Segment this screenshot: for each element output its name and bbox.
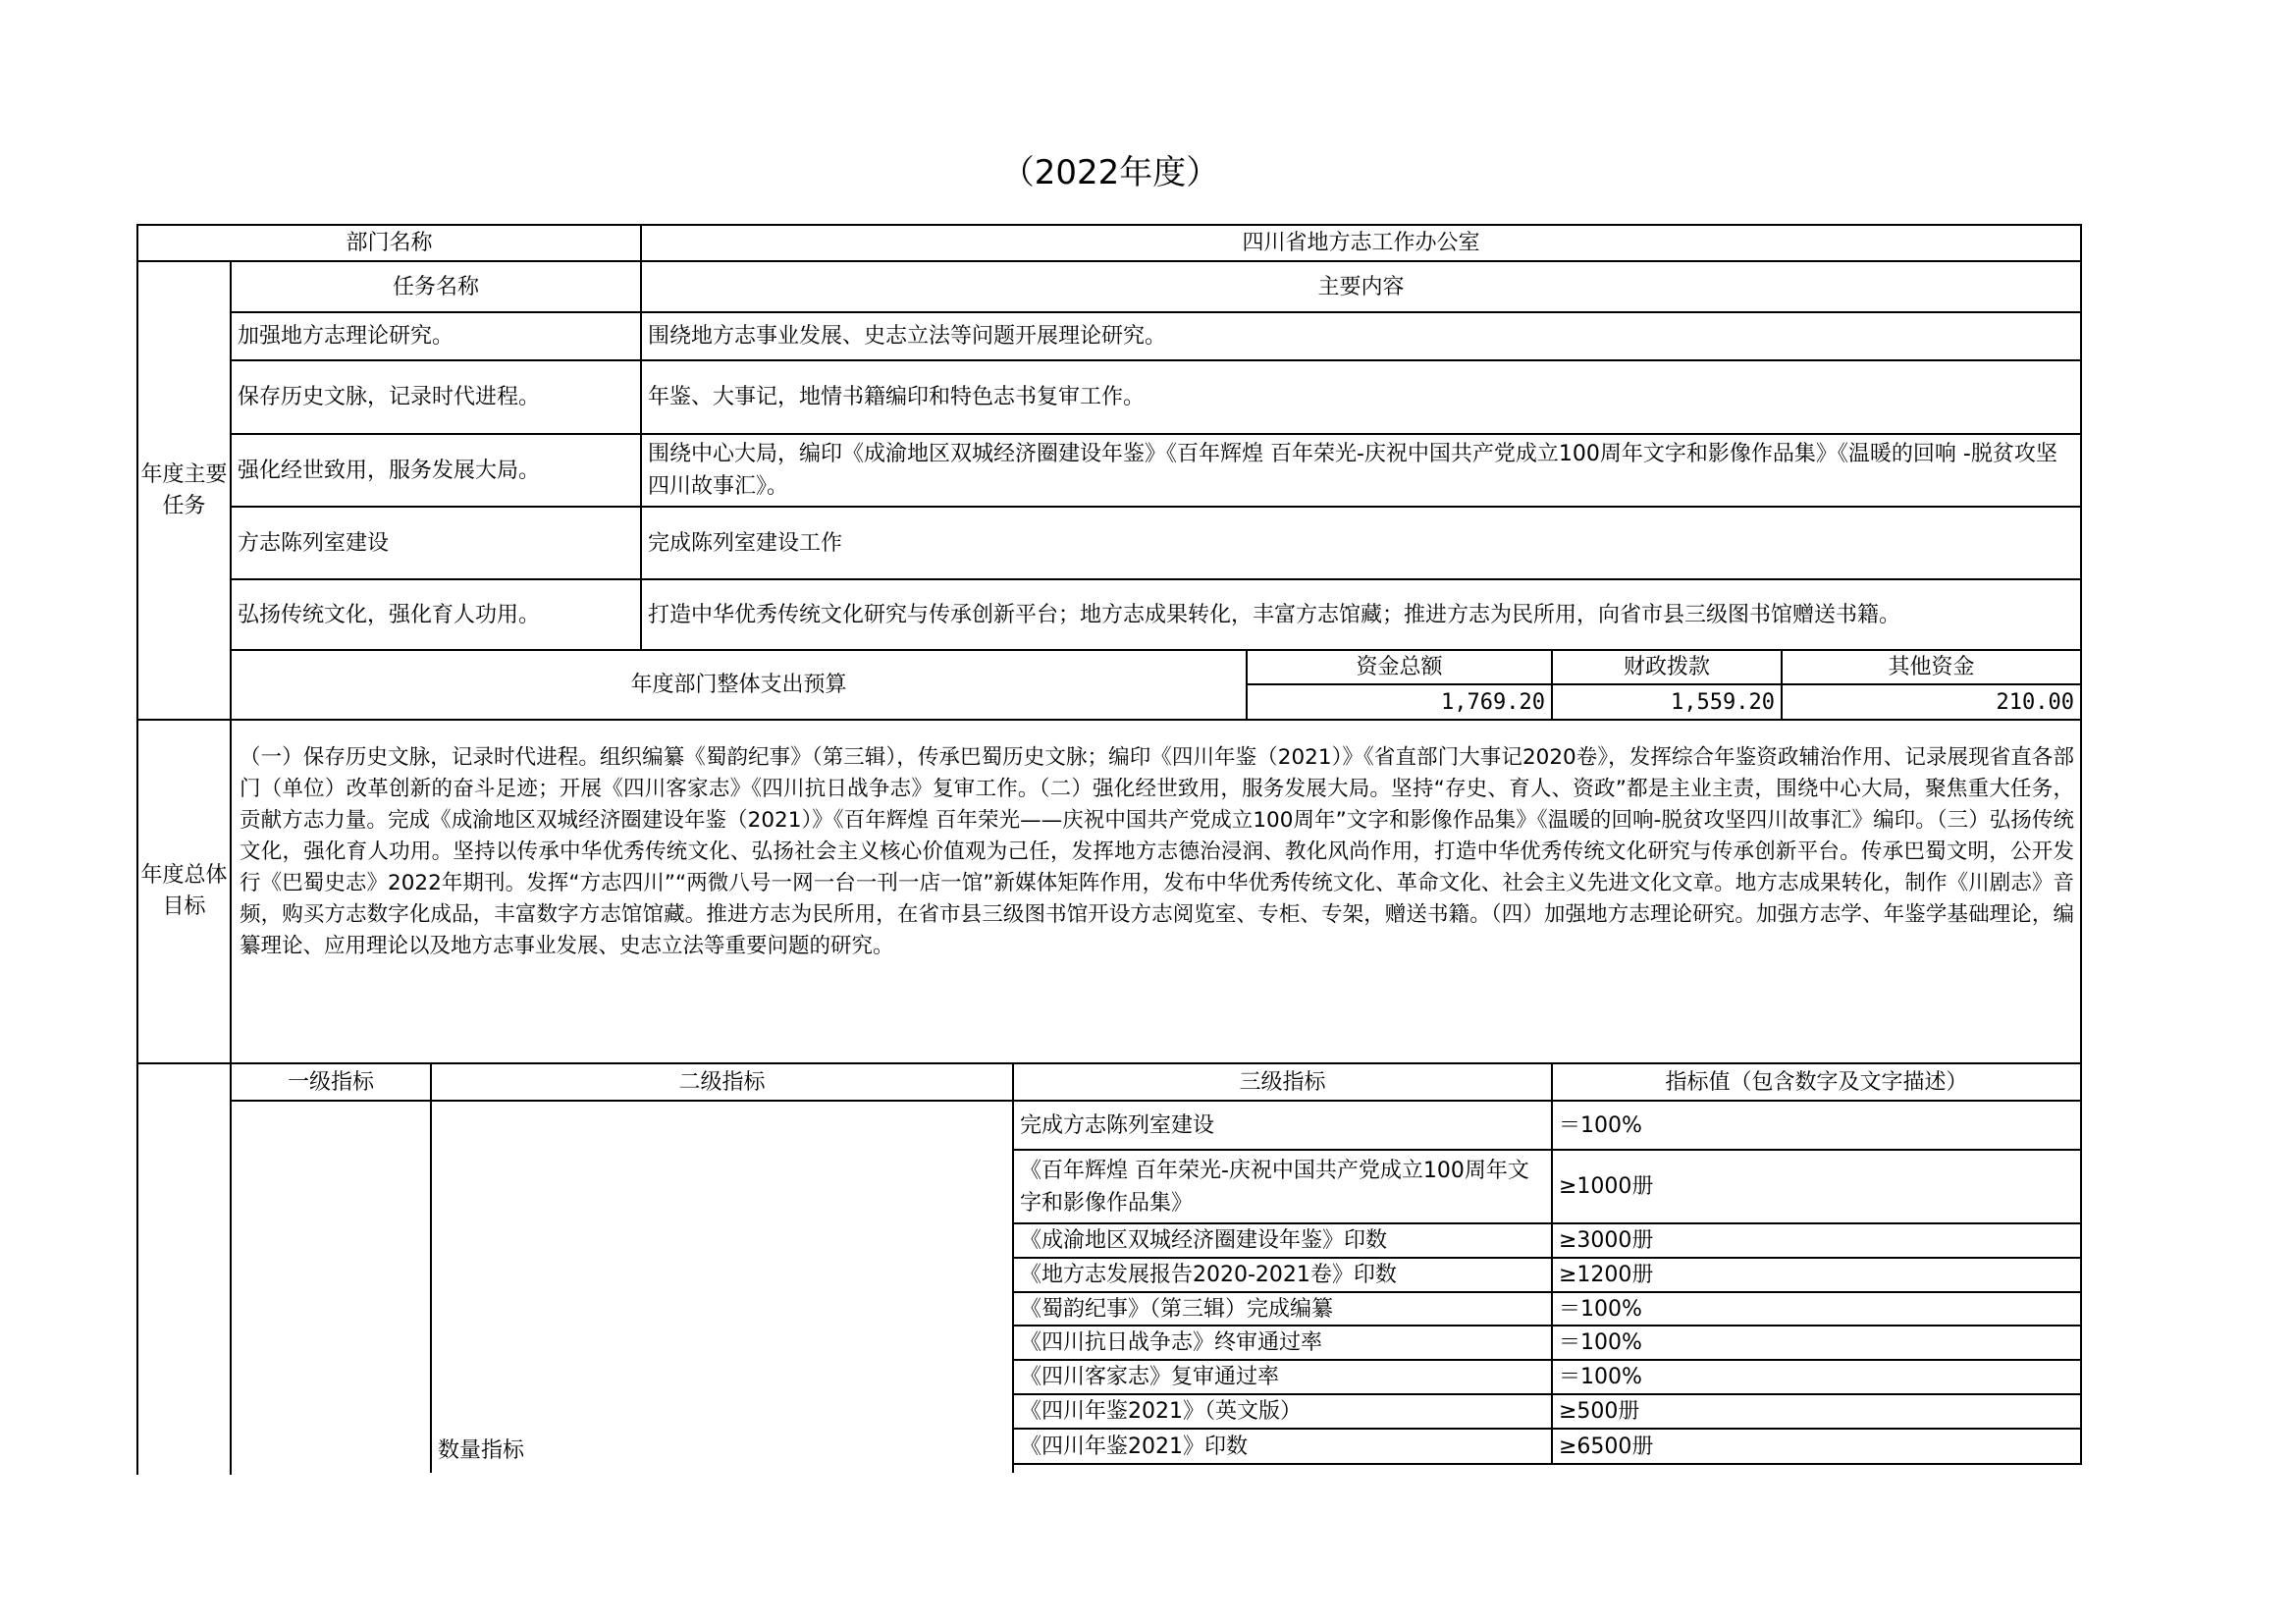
indicator-value-cell: ＝100%: [1551, 1325, 2082, 1361]
indicator-header-level1: 一级指标: [230, 1062, 432, 1102]
budget-header-fiscal: 财政拨款: [1551, 649, 1783, 685]
indicator-level2-cell: 数量指标: [430, 1100, 1014, 1473]
task-name-cell: 保存历史文脉，记录时代进程。: [230, 359, 642, 435]
indicator-value-cell: ＝100%: [1551, 1359, 2082, 1395]
indicator-header-value: 指标值（包含数字及文字描述）: [1551, 1062, 2082, 1102]
indicator-level3-cell: 《地方志发展报告2020-2021卷》印数: [1012, 1257, 1553, 1293]
task-name-header: 任务名称: [230, 260, 642, 313]
indicator-level3-cell: 《百年辉煌 百年荣光-庆祝中国共产党成立100周年文字和影像作品集》: [1012, 1149, 1553, 1224]
budget-value-fiscal: 1,559.20: [1551, 683, 1783, 721]
task-name-cell: 方志陈列室建设: [230, 506, 642, 580]
indicator-level3-cell: 《四川客家志》复审通过率: [1012, 1359, 1553, 1395]
indicator-level1-cell: [230, 1100, 432, 1473]
overall-goal-section-label: 年度总体目标: [136, 719, 232, 1064]
task-content-cell: 完成陈列室建设工作: [640, 506, 2082, 580]
task-name-cell: 强化经世致用，服务发展大局。: [230, 433, 642, 508]
indicator-level3-cell: 《四川年鉴2021》印数: [1012, 1428, 1553, 1465]
indicator-value-cell: ≥1000册: [1551, 1149, 2082, 1224]
page-title: （2022年度）: [1000, 153, 1220, 192]
annual-tasks-section-label: 年度主要任务: [136, 260, 232, 721]
indicators-section-label: [136, 1062, 232, 1475]
department-value: 四川省地方志工作办公室: [640, 224, 2082, 262]
task-content-cell: 打造中华优秀传统文化研究与传承创新平台；地方志成果转化，丰富方志馆藏；推进方志为民所用，向省市县三级图书馆赠送书籍。: [640, 578, 2082, 651]
indicator-level3-cell: 《四川抗日战争志》终审通过率: [1012, 1325, 1553, 1361]
indicator-value-cell: ≥3000册: [1551, 1222, 2082, 1259]
task-content-cell: 围绕中心大局，编印《成渝地区双城经济圈建设年鉴》《百年辉煌 百年荣光-庆祝中国共产党成立100周年文字和影像作品集》《温暖的回响 -脱贫攻坚四川故事汇》。: [640, 433, 2082, 508]
indicator-value-cell: ＝100%: [1551, 1291, 2082, 1326]
indicator-level3-cell: 完成方志陈列室建设: [1012, 1100, 1553, 1151]
indicator-value-cell: ≥500册: [1551, 1393, 2082, 1430]
budget-value-other: 210.00: [1781, 683, 2082, 721]
indicator-value-cell: ≥6500册: [1551, 1428, 2082, 1465]
budget-value-total: 1,769.20: [1246, 683, 1553, 721]
indicator-value-cell: ≥1200册: [1551, 1257, 2082, 1293]
indicator-level3-cell: 《蜀韵纪事》（第三辑）完成编纂: [1012, 1291, 1553, 1326]
indicator-header-level3: 三级指标: [1012, 1062, 1553, 1102]
main-content-header: 主要内容: [640, 260, 2082, 313]
task-name-cell: 加强地方志理论研究。: [230, 311, 642, 361]
budget-header-other: 其他资金: [1781, 649, 2082, 685]
department-label: 部门名称: [136, 224, 642, 262]
overall-goal-text: （一）保存历史文脉，记录时代进程。组织编纂《蜀韵纪事》（第三辑），传承巴蜀历史文脉；编印《四川年鉴（2021）》《省直部门大事记2020卷》，发挥综合年鉴资政辅治作用、记录展现省直各部门（单位）改革创新的奋斗足迹；开展《四川客家志》《四川抗日战争志》复审工作。（二）强化经世致用，服务发展大局。坚持“存史、育人、资政”都是主业主责，围绕中心大局，聚焦重大任务，贡献方志力量。完成《成渝地区双城经济圈建设年鉴（2021）》《百年辉煌 百年荣光——庆祝中国共产党成立100周年”文字和影像作品集》《温暖的回响-脱贫攻坚四川故事汇》编印。（三）弘扬传统文化，强化育人功用。坚持以传承中华优秀传统文化、弘扬社会主义核心价值观为己任，发挥地方志德治浸润、教化风尚作用，打造中华优秀传统文化研究与传承创新平台。传承巴蜀文明，公开发行《巴蜀史志》2022年期刊。发挥“方志四川”“两微八号一网一台一刊一店一馆”新媒体矩阵作用，发布中华优秀传统文化、革命文化、社会主义先进文化文章。地方志成果转化，制作《川剧志》音频，购买方志数字化成品，丰富数字方志馆馆藏。推进方志为民所用，在省市县三级图书馆开设方志阅览室、专柜、专架，赠送书籍。（四）加强地方志理论研究。加强方志学、年鉴学基础理论，编纂理论、应用理论以及地方志事业发展、史志立法等重要问题的研究。: [230, 719, 2082, 1064]
indicator-level3-cell: 《四川年鉴2021》（英文版）: [1012, 1393, 1553, 1430]
indicator-value-cell: ＝100%: [1551, 1100, 2082, 1151]
indicator-header-level2: 二级指标: [430, 1062, 1014, 1102]
task-content-cell: 年鉴、大事记，地情书籍编印和特色志书复审工作。: [640, 359, 2082, 435]
task-content-cell: 围绕地方志事业发展、史志立法等问题开展理论研究。: [640, 311, 2082, 361]
budget-header-total: 资金总额: [1246, 649, 1553, 685]
budget-label: 年度部门整体支出预算: [230, 649, 1248, 721]
task-name-cell: 弘扬传统文化，强化育人功用。: [230, 578, 642, 651]
indicator-level3-cell: 《成渝地区双城经济圈建设年鉴》印数: [1012, 1222, 1553, 1259]
